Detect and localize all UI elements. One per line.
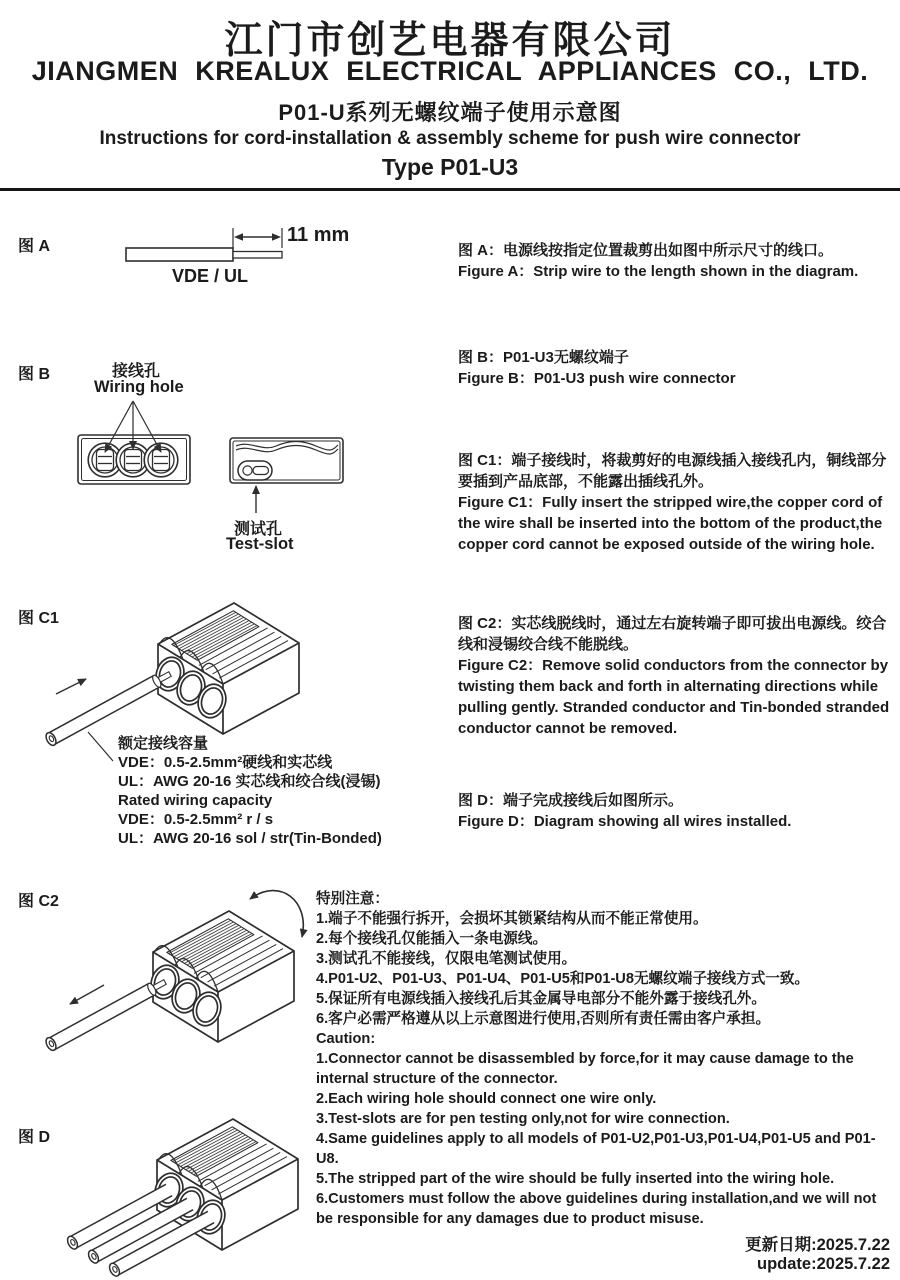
figure-c2-label: 图 C2 (18, 893, 59, 910)
figure-b-desc-zh: 图 B：P01-U3无螺纹端子 (458, 349, 629, 366)
note-zh: 2.每个接线孔仅能插入一条电源线。 (316, 931, 548, 947)
standard-label: VDE / UL (172, 266, 249, 286)
subtitle-zh: P01-U系列无螺纹端子使用示意图 (278, 100, 622, 125)
figure-c1-label: 图 C1 (18, 610, 59, 627)
figure-b-label: 图 B (18, 366, 51, 383)
test-slot-label-zh: 测试孔 (234, 521, 283, 538)
dim-arrow-left (234, 233, 243, 241)
note-en: 5.The stripped part of the wire should be fully inserted into the wiring hole. (316, 1171, 835, 1187)
type-label: Type P01-U3 (381, 154, 519, 180)
figure-a-desc-zh: 图 A：电源线按指定位置裁剪出如图中所示尺寸的线口。 (458, 242, 834, 259)
notes-title-en: Caution: (316, 1031, 376, 1047)
company-name-en: JIANGMEN KREALUX ELECTRICAL APPLIANCES CO., LTD. (31, 56, 869, 86)
figure-c2-desc-zh: 图 C2：实芯线脱线时，通过左右旋转端子即可拔出电源线。绞合线和浸锡绞合线不能脱线。 (458, 615, 887, 653)
note-en: 4.Same guidelines apply to all models of P01-U2,P01-U3,P01-U4,P01-U5 and P01-U8. (316, 1131, 876, 1167)
figure-a-desc-en: Figure A：Strip wire to the length shown in the diagram. (458, 263, 859, 280)
figure-c2-drawing (20, 875, 320, 1075)
figure-b-connector-views (70, 355, 360, 560)
figure-d-desc-en: Figure D：Diagram showing all wires installed. (458, 813, 792, 830)
wiring-hole-label-en: Wiring hole (94, 378, 184, 396)
figure-d-description (458, 790, 895, 832)
capacity-leader-line (88, 732, 113, 761)
note-zh: 6.客户必需严格遵从以上示意图进行使用,否则所有责任需由客户承担。 (316, 1011, 771, 1027)
capacity-line: UL：AWG 20-16 sol / str(Tin-Bonded) (118, 830, 382, 847)
figure-d-drawing (20, 1115, 320, 1280)
figure-b-description (458, 347, 895, 389)
capacity-line: VDE：0.5-2.5mm²硬线和实芯线 (118, 754, 333, 771)
note-zh: 1.端子不能强行拆开，会损坏其锁紧结构从而不能正常使用。 (316, 911, 708, 927)
capacity-line: 额定接线容量 (118, 735, 209, 752)
note-en: 3.Test-slots are for pen testing only,not for wire connection. (316, 1111, 730, 1127)
header-divider (0, 188, 900, 191)
figure-d-desc-zh: 图 D：端子完成接线后如图所示。 (458, 792, 684, 809)
figure-c1-desc-en: Figure C1：Fully insert the stripped wire,the copper cord of the wire shall be inserted into the bottom of the product,the copper cord cannot be exposed outside of the wiring hole. (458, 494, 883, 553)
test-slot-shape (238, 461, 272, 480)
figure-c1-desc-zh: 图 C1：端子接线时，将裁剪好的电源线插入接线孔内，铜线部分要插到产品底部，不能露出插线孔外。 (458, 452, 887, 490)
figure-d-label: 图 D (18, 1129, 51, 1146)
wiring-hole-label-zh: 接线孔 (112, 363, 161, 380)
note-zh: 5.保证所有电源线插入接线孔后其金属导电部分不能外露于接线孔外。 (316, 991, 766, 1007)
figure-a-label: 图 A (18, 238, 51, 255)
figure-c2-desc-en: Figure C2：Remove solid conductors from the connector by twisting them back and forth in alternating directions while pulling gently. Stranded conductor and Tin-bonded stranded conductor cannot be removed. (458, 657, 890, 737)
figure-a-description (458, 240, 895, 282)
rated-capacity-block (118, 734, 382, 848)
update-date-block (745, 1236, 890, 1274)
figure-c2-description (458, 613, 895, 739)
pull-direction-arrow (70, 985, 104, 1004)
figure-c1-description (458, 450, 895, 555)
dim-arrow-right (272, 233, 281, 241)
note-en: 2.Each wiring hole should connect one wire only. (316, 1091, 657, 1107)
note-zh: 4.P01-U2、P01-U3、P01-U4、P01-U5和P01-U8无螺纹端子接线方式一致。 (316, 971, 810, 987)
note-en: 6.Customers must follow the above guidelines during installation,and we will not be responsible for any damages due to product misuse. (316, 1191, 877, 1227)
special-notes-block (316, 889, 897, 1229)
note-zh: 3.测试孔不能接线，仅限电笔测试使用。 (316, 951, 577, 967)
figure-b-desc-en: Figure B：P01-U3 push wire connector (458, 370, 736, 387)
capacity-line: VDE：0.5-2.5mm² r / s (118, 811, 274, 828)
update-date-en: update:2025.7.22 (757, 1255, 890, 1273)
strip-length-label: 11 mm (287, 224, 350, 246)
company-name-zh: 江门市创艺电器有限公司 (224, 20, 676, 62)
insert-direction-arrow (56, 679, 86, 694)
test-slot-label-en: Test-slot (226, 535, 294, 553)
wire-body (48, 984, 155, 1051)
capacity-line: UL：AWG 20-16 实芯线和绞合线(浸锡) (118, 773, 381, 790)
notes-title-zh: 特别注意： (316, 891, 389, 907)
update-date-zh: 更新日期:2025.7.22 (745, 1236, 890, 1254)
capacity-line: Rated wiring capacity (118, 792, 273, 809)
note-en: 1.Connector cannot be disassembled by force,for it may cause damage to the internal structure of the connector. (316, 1051, 854, 1087)
subtitle-en: Instructions for cord-installation & assembly scheme for push wire connector (99, 128, 801, 149)
